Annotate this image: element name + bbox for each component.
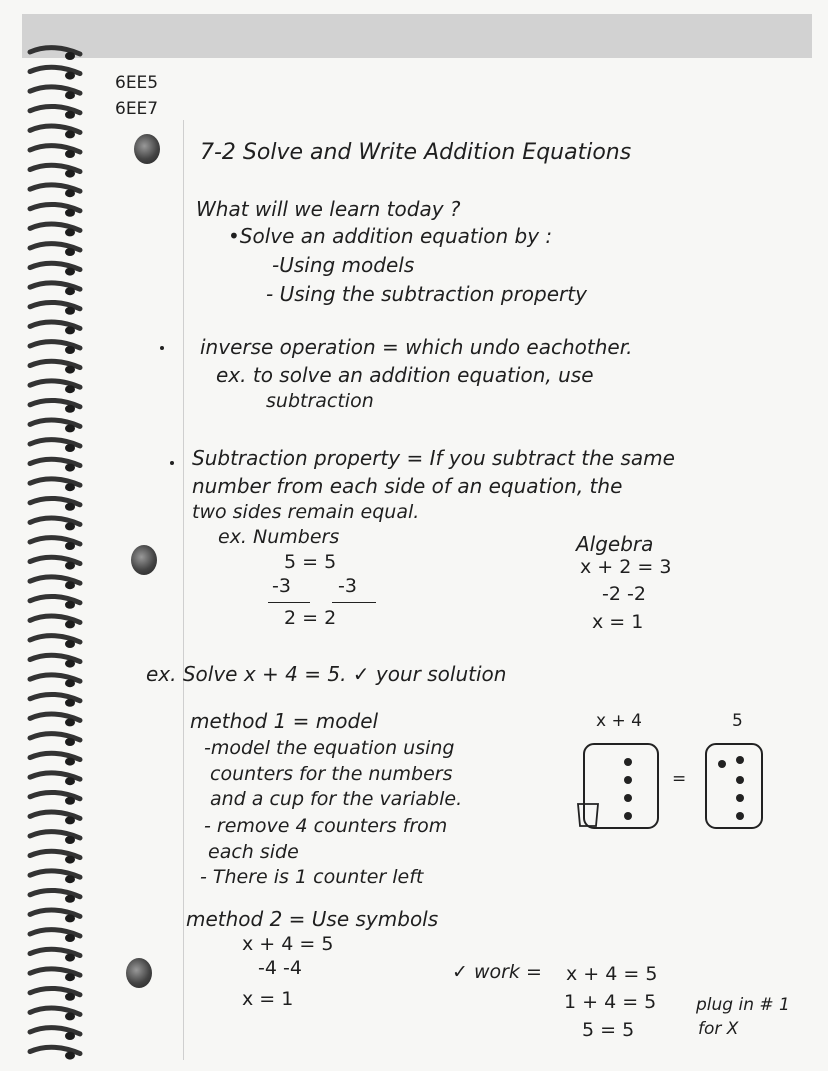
spiral-hole: [65, 483, 75, 491]
punch-hole-bottom: [126, 958, 152, 988]
numbers-example-label: ex. Numbers: [218, 526, 340, 548]
numbers-rule-left: [268, 602, 310, 603]
method-2-row-3: x = 1: [242, 988, 294, 1010]
spiral-hole: [65, 385, 75, 393]
subprop-line-3: two sides remain equal.: [192, 501, 420, 523]
method-1-step-6: - There is 1 counter left: [200, 866, 424, 888]
counter: [718, 760, 726, 768]
counter: [736, 776, 744, 784]
method-1-step-2: counters for the numbers: [210, 763, 453, 785]
page-title: 7-2 Solve and Write Addition Equations: [200, 140, 632, 165]
inverse-line-3: subtraction: [266, 390, 374, 412]
counter: [736, 756, 744, 764]
spiral-hole: [65, 444, 75, 452]
check-row-1: x + 4 = 5: [566, 963, 658, 985]
spiral-hole: [65, 875, 75, 883]
spiral-hole: [65, 189, 75, 197]
model-label-left: x + 4: [596, 711, 642, 731]
spiral-hole: [65, 307, 75, 315]
bullet-1: [160, 346, 164, 350]
method-1-step-3: and a cup for the variable.: [210, 788, 463, 810]
spiral-hole: [65, 620, 75, 628]
algebra-row-3: x = 1: [592, 611, 644, 633]
learn-sub-2: - Using the subtraction property: [266, 282, 587, 306]
check-label: ✓ work =: [452, 961, 542, 983]
spiral-hole: [65, 738, 75, 746]
spiral-hole: [65, 797, 75, 805]
spiral-hole: [65, 895, 75, 903]
learn-sub-1: -Using models: [272, 253, 415, 277]
spiral-binding: [0, 0, 110, 1071]
learn-question: What will we learn today ?: [196, 197, 461, 221]
spiral-hole: [65, 777, 75, 785]
spiral-hole: [65, 326, 75, 334]
learn-item: •Solve an addition equation by :: [228, 224, 553, 248]
spiral-hole: [65, 660, 75, 668]
solve-example-line: ex. Solve x + 4 = 5. ✓ your solution: [146, 662, 507, 686]
check-note-1: plug in # 1: [696, 995, 790, 1015]
algebra-row-2: -2 -2: [602, 583, 646, 605]
spiral-hole: [65, 248, 75, 256]
spiral-hole: [65, 209, 75, 217]
model-mat-right: [706, 744, 762, 828]
spiral-hole: [65, 287, 75, 295]
spiral-hole: [65, 268, 75, 276]
spiral-hole: [65, 601, 75, 609]
method-2-heading: method 2 = Use symbols: [186, 907, 439, 931]
punch-hole-top: [134, 134, 160, 164]
counter-cup-model: [568, 738, 768, 838]
numbers-row-3: 2 = 2: [284, 607, 337, 629]
counter: [624, 758, 632, 766]
spiral-hole: [65, 718, 75, 726]
counter: [624, 812, 632, 820]
spiral-hole: [65, 679, 75, 687]
spiral-hole: [65, 52, 75, 60]
spiral-hole: [65, 522, 75, 530]
numbers-rule-right: [332, 602, 376, 603]
algebra-row-1: x + 2 = 3: [580, 556, 672, 578]
check-row-3: 5 = 5: [582, 1019, 635, 1041]
spiral-hole: [65, 228, 75, 236]
method-1-heading: method 1 = model: [190, 709, 379, 733]
standard-code-2: 6EE7: [115, 99, 159, 119]
spiral-hole: [65, 405, 75, 413]
scan-top-edge: [22, 14, 812, 58]
spiral-hole: [65, 170, 75, 178]
spiral-hole: [65, 993, 75, 1001]
spiral-hole: [65, 542, 75, 550]
model-label-right: 5: [732, 711, 743, 731]
inverse-line-2: ex. to solve an addition equation, use: [216, 363, 594, 387]
method-1-step-4: - remove 4 counters from: [204, 815, 448, 837]
method-2-row-2: -4 -4: [258, 957, 302, 979]
spiral-hole: [65, 914, 75, 922]
spiral-hole: [65, 464, 75, 472]
inverse-line-1: inverse operation = which undo eachother.: [200, 335, 633, 359]
counter: [736, 794, 744, 802]
spiral-hole: [65, 1012, 75, 1020]
spiral-hole: [65, 503, 75, 511]
punch-hole-middle: [131, 545, 157, 575]
spiral-hole: [65, 111, 75, 119]
bullet-2: [170, 461, 174, 465]
spiral-hole: [65, 581, 75, 589]
spiral-hole: [65, 816, 75, 824]
counters-left: [624, 758, 632, 820]
model-equals: =: [672, 769, 687, 789]
spiral-hole: [65, 1052, 75, 1060]
numbers-row-2-left: -3: [272, 575, 291, 597]
subprop-line-1: Subtraction property = If you subtract the same: [192, 446, 675, 470]
spiral-hole: [65, 934, 75, 942]
spiral-hole: [65, 366, 75, 374]
spiral-hole: [65, 1032, 75, 1040]
spiral-hole: [65, 424, 75, 432]
spiral-hole: [65, 699, 75, 707]
spiral-hole: [65, 954, 75, 962]
spiral-hole: [65, 640, 75, 648]
method-1-step-1: -model the equation using: [204, 737, 455, 759]
subprop-line-2: number from each side of an equation, the: [192, 474, 623, 498]
counter: [624, 776, 632, 784]
model-mat-left: [584, 744, 658, 828]
algebra-label: Algebra: [576, 532, 654, 556]
check-note-2: for X: [698, 1019, 739, 1039]
counters-right: [718, 756, 744, 820]
numbers-row-1: 5 = 5: [284, 551, 337, 573]
check-row-2: 1 + 4 = 5: [564, 991, 657, 1013]
spiral-hole: [65, 72, 75, 80]
spiral-hole: [65, 836, 75, 844]
standard-code-1: 6EE5: [115, 73, 159, 93]
margin-line: [183, 120, 184, 1060]
spiral-hole: [65, 562, 75, 570]
method-1-step-5: each side: [208, 841, 299, 863]
spiral-hole: [65, 150, 75, 158]
spiral-hole: [65, 91, 75, 99]
cup-icon: [578, 804, 598, 826]
spiral-hole: [65, 130, 75, 138]
counter: [736, 812, 744, 820]
spiral-hole: [65, 758, 75, 766]
numbers-row-2-right: -3: [338, 575, 357, 597]
spiral-hole: [65, 973, 75, 981]
spiral-hole: [65, 856, 75, 864]
spiral-hole: [65, 346, 75, 354]
counter: [624, 794, 632, 802]
method-2-row-1: x + 4 = 5: [242, 933, 334, 955]
